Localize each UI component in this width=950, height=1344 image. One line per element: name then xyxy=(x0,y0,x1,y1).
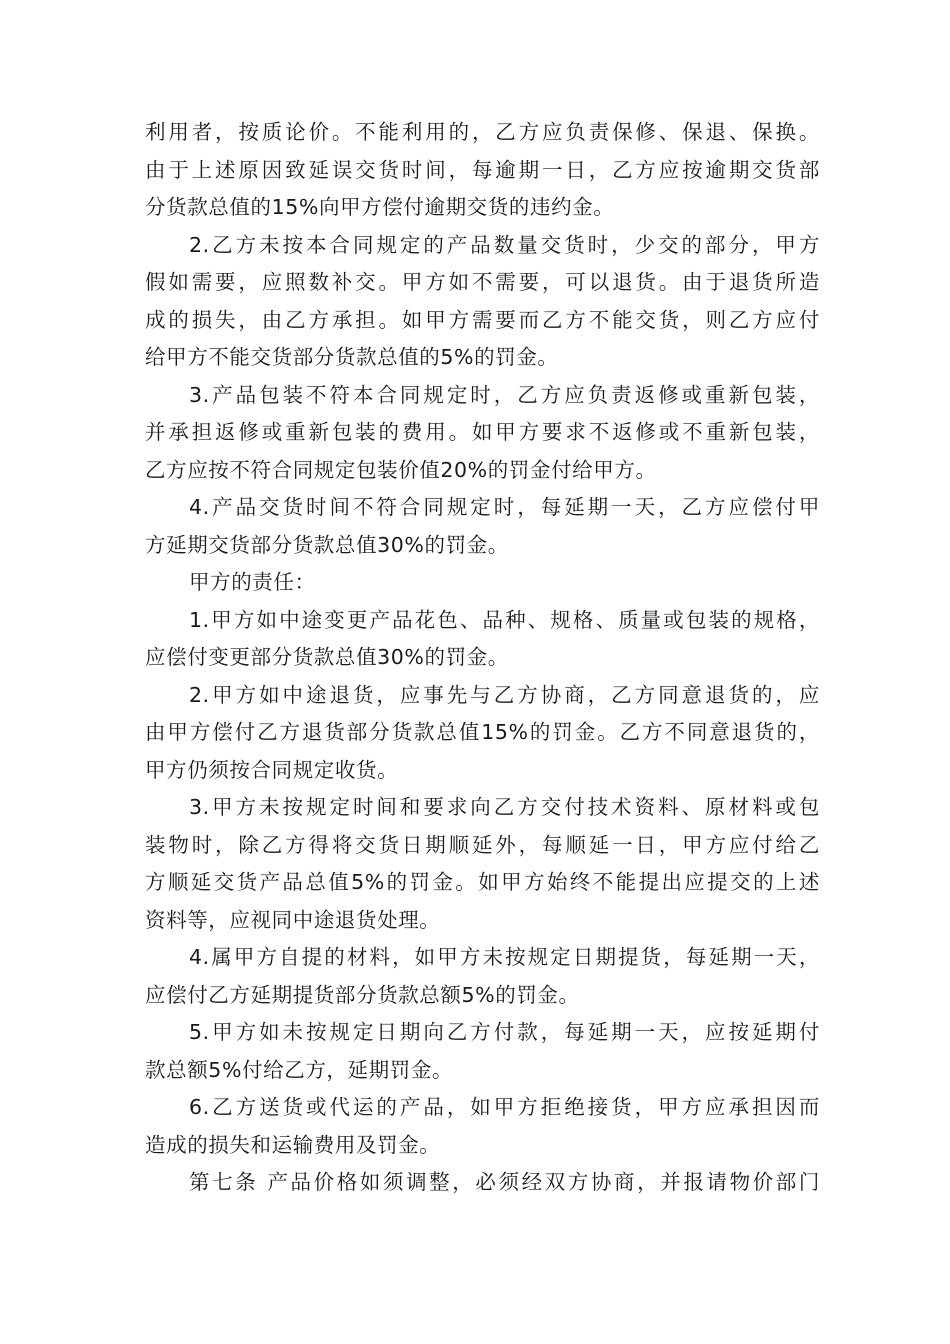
text-line: 3.甲方未按规定时间和要求向乙方交付技术资料、原材料或包 xyxy=(189,795,820,819)
text-line: 4.属甲方自提的材料，如甲方未按规定日期提货，每延期一天， xyxy=(189,945,820,969)
text-line: 应偿付变更部分货款总值30%的罚金。 xyxy=(145,645,509,669)
text-line: 由甲方偿付乙方退货部分货款总值15%的罚金。乙方不同意退货的， xyxy=(145,720,820,744)
text-line: 2.甲方如中途退货，应事先与乙方协商，乙方同意退货的，应 xyxy=(189,682,820,707)
text-line: 乙方应按不符合同规定包装价值20%的罚金付给甲方。 xyxy=(145,457,657,482)
text-line: 方顺延交货产品总值5%的罚金。如甲方始终不能提出应提交的上述 xyxy=(145,870,820,894)
text-line: 成的损失，由乙方承担。如甲方需要而乙方不能交货，则乙方应付 xyxy=(145,307,820,332)
section-heading: 甲方的责任： xyxy=(189,570,316,594)
text-line: 6.乙方送货或代运的产品，如甲方拒绝接货，甲方应承担因而 xyxy=(189,1095,820,1119)
text-line: 3.产品包装不符本合同规定时，乙方应负责返修或重新包装， xyxy=(189,382,820,407)
text-line: 造成的损失和运输费用及罚金。 xyxy=(145,1132,441,1157)
text-line: 并承担返修或重新包装的费用。如甲方要求不返修或不重新包装， xyxy=(145,420,820,444)
text-line: 应偿付乙方延期提货部分货款总额5%的罚金。 xyxy=(145,982,580,1007)
text-line: 第七条 产品价格如须调整，必须经双方协商，并报请物价部门 xyxy=(189,1170,820,1194)
text-line: 给甲方不能交货部分货款总值的5%的罚金。 xyxy=(145,345,559,369)
text-line: 方延期交货部分货款总值30%的罚金。 xyxy=(145,532,509,557)
text-line: 2.乙方未按本合同规定的产品数量交货时，少交的部分，甲方 xyxy=(189,232,820,257)
document-body xyxy=(145,114,820,1202)
text-line: 甲方仍须按合同规定收货。 xyxy=(145,757,399,782)
text-line: 由于上述原因致延误交货时间，每逾期一日，乙方应按逾期交货部 xyxy=(145,157,820,182)
text-line: 4.产品交货时间不符合同规定时，每延期一天，乙方应偿付甲 xyxy=(189,495,820,519)
text-line: 1.甲方如中途变更产品花色、品种、规格、质量或包装的规格， xyxy=(189,607,820,632)
text-line: 分货款总值的15%向甲方偿付逾期交货的违约金。 xyxy=(145,195,615,219)
text-line: 款总额5%付给乙方，延期罚金。 xyxy=(145,1057,454,1082)
text-line: 资料等，应视同中途退货处理。 xyxy=(145,907,441,932)
text-line: 利用者，按质论价。不能利用的，乙方应负责保修、保退、保换。 xyxy=(145,120,820,144)
text-line: 装物时，除乙方得将交货日期顺延外，每顺延一日，甲方应付给乙 xyxy=(145,832,820,857)
text-line: 5.甲方如未按规定日期向乙方付款，每延期一天，应按延期付 xyxy=(189,1020,820,1044)
text-line: 假如需要，应照数补交。甲方如不需要，可以退货。由于退货所造 xyxy=(145,270,820,294)
